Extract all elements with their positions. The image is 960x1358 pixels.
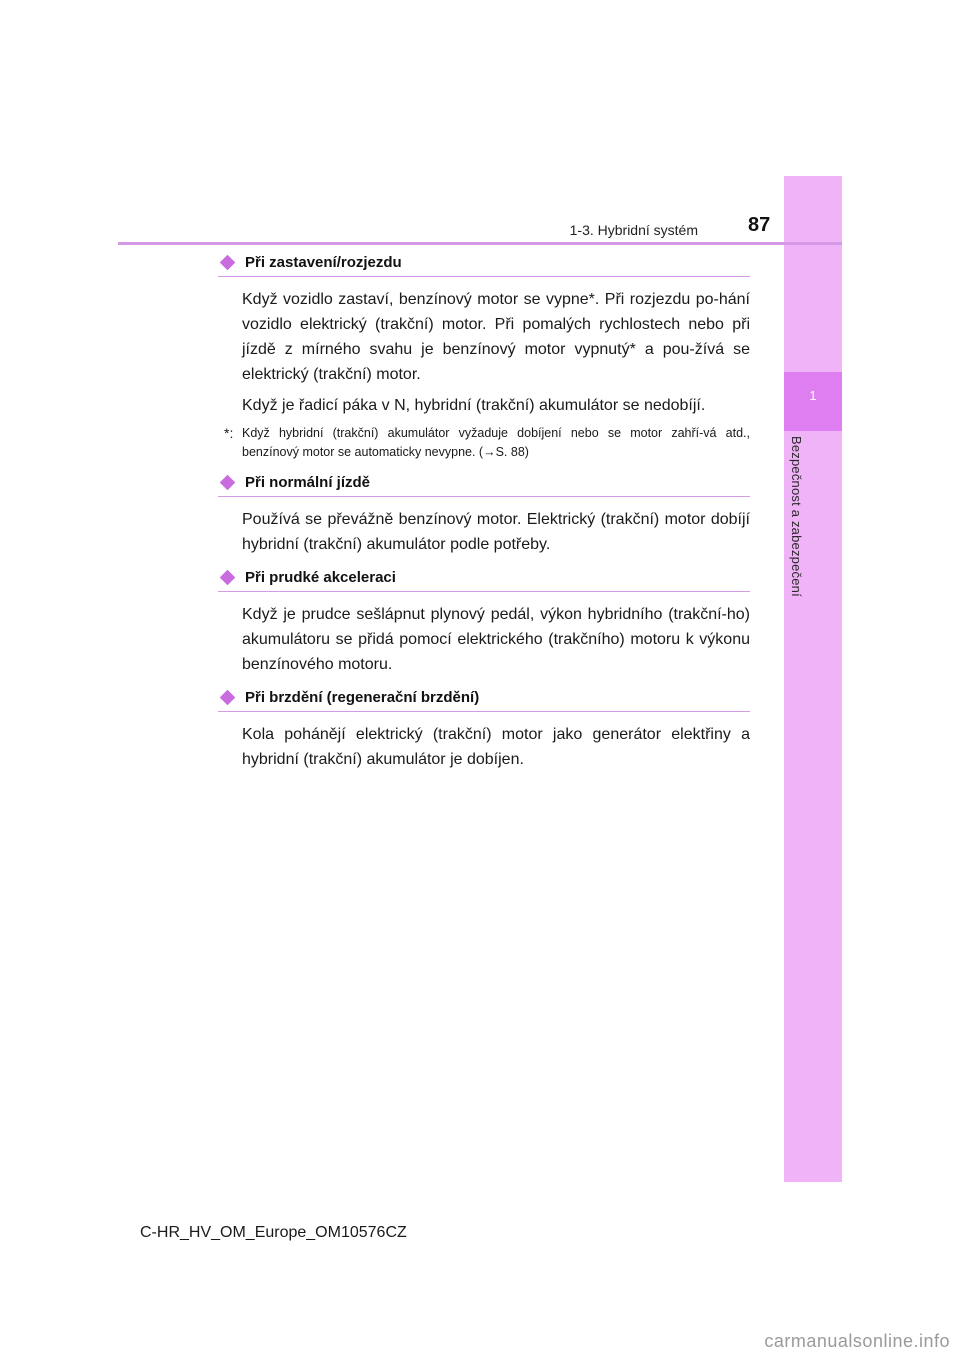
diamond-bullet-icon [220, 690, 236, 706]
header-section-title: 1-3. Hybridní systém [569, 222, 698, 238]
chapter-side-tab [784, 176, 842, 1182]
paragraph: Když je řadicí páka v N, hybridní (trakční) akumulátor se nedobíjí. [242, 397, 706, 414]
section-heading [218, 567, 750, 592]
footnote-text: Když hybridní (trakční) akumulátor vyžaduje dobíjení nebo se motor zahří-vá atd., benzínový motor se automaticky nevypne. (→S. 88) [242, 426, 750, 459]
header-rule [118, 242, 842, 245]
section-normal-driving [218, 472, 750, 557]
footer-document-id: C-HR_HV_OM_Europe_OM10576CZ [140, 1224, 407, 1241]
section-heading-text: Při prudké akceleraci [245, 569, 396, 586]
section-heading-text: Při brzdění (regenerační brzdění) [245, 689, 480, 706]
chapter-title: Bezpečnost a zabezpečení [789, 436, 804, 597]
section-braking [218, 687, 750, 772]
section-hard-acceleration [218, 567, 750, 677]
section-stop-start [218, 252, 750, 462]
section-heading [218, 252, 750, 277]
chapter-number: 1 [809, 388, 817, 403]
paragraph: Kola pohánějí elektrický (trakční) motor jako generátor elektřiny a hybridní (trakční) akumulátor je dobíjen. [242, 726, 750, 768]
diamond-bullet-icon [220, 475, 236, 491]
section-heading-text: Při normální jízdě [245, 474, 371, 491]
diamond-bullet-icon [220, 570, 236, 586]
paragraph: Když je prudce sešlápnut plynový pedál, výkon hybridního (trakční-ho) akumulátoru se přidá pomocí elektrického (trakčního) motoru k výkonu benzínového motoru. [242, 606, 750, 673]
footnote [224, 424, 750, 462]
page-number: 87 [748, 214, 771, 236]
paragraph: Používá se převážně benzínový motor. Elektrický (trakční) motor dobíjí hybridní (trakční) akumulátor podle potřeby. [242, 511, 750, 553]
section-heading [218, 687, 750, 712]
paragraph: Když vozidlo zastaví, benzínový motor se vypne*. Při rozjezdu po-hání vozidlo elektrický (trakční) motor. Při pomalých rychlostech nebo při jízdě z mírného svahu je benzínový motor vypnutý* a pou-žívá se elektrický (trakční) motor. [242, 291, 750, 383]
section-heading-text: Při zastavení/rozjezdu [245, 254, 402, 271]
section-heading [218, 472, 750, 497]
page-content [218, 252, 750, 782]
watermark: carmanualsonline.info [764, 1331, 950, 1351]
footnote-mark: *: [224, 425, 234, 441]
diamond-bullet-icon [220, 255, 236, 271]
